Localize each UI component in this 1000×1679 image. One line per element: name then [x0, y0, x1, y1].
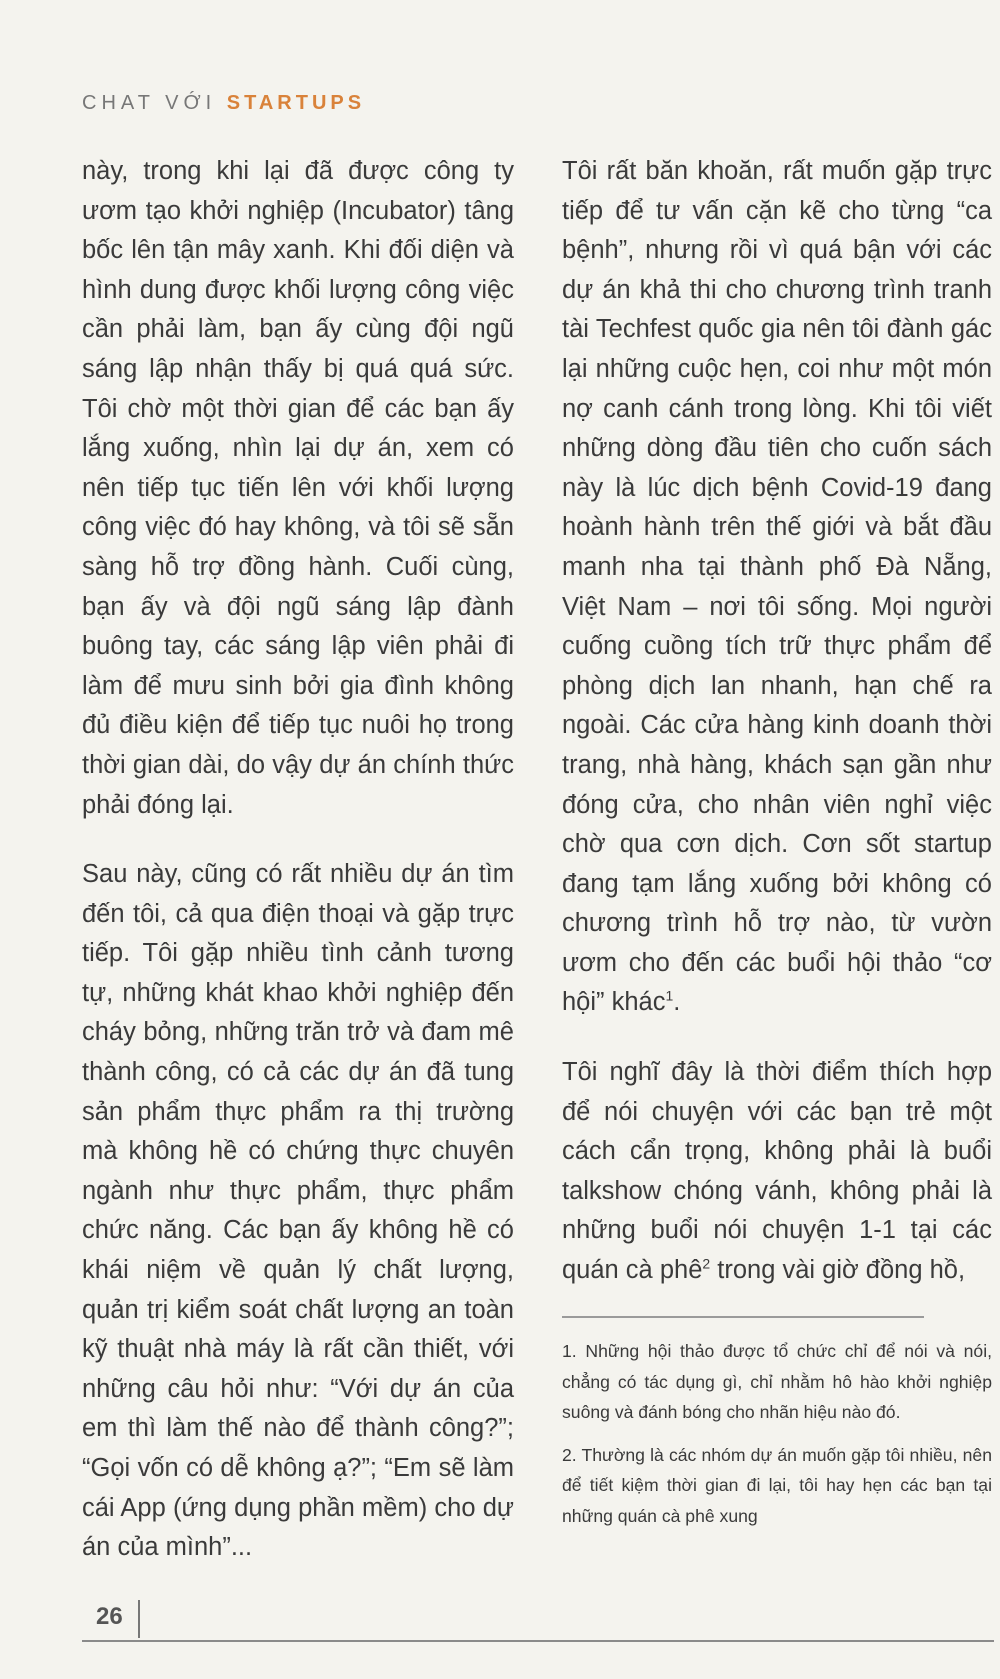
left-paragraph-1: này, trong khi lại đã được công ty ươm tạo khởi nghiệp (Incubator) tâng bốc lên tận mây xanh. Khi đối diện và hình dung được khối lượng công việc cần phải làm, bạn ấy cùng đội ngũ sáng lập nhận thấy bị quá quá sức. Tôi chờ một thời gian để các bạn ấy lắng xuống, nhìn lại dự án, xem có nên tiếp tục tiến lên với khối lượng công việc đó hay không, và tôi sẽ sẵn sàng hỗ trợ đồng hành. Cuối cùng, bạn ấy và đội ngũ sáng lập đành buông tay, các sáng lập viên phải đi làm để mưu sinh bởi gia đình không đủ điều kiện để tiếp tục nuôi họ trong thời gian dài, do vậy dự án chính thức phải đóng lại.: [82, 157, 514, 819]
right-paragraph-2-end: trong vài giờ đồng hồ,: [710, 1256, 966, 1285]
page-number: 26: [96, 1603, 123, 1630]
footnote-2: 2. Thường là các nhóm dự án muốn gặp tôi nhiều, nên để tiết kiệm thời gian đi lại, tôi hay hẹn các bạn tại những quán cà phê xung: [562, 1444, 992, 1526]
running-header: [82, 92, 365, 115]
right-column: [562, 152, 992, 1321]
footnote-divider: [562, 1316, 924, 1318]
right-paragraph-2-text: Tôi nghĩ đây là thời điểm thích hợp để nói chuyện với các bạn trẻ một cách cẩn trọng, không phải là buổi talkshow chóng vánh, không phải là những buổi nói chuyện 1-1 tại các quán cà phê: [562, 1058, 992, 1285]
right-paragraph-1-end: .: [673, 988, 681, 1017]
page-number-bar: [138, 1600, 140, 1638]
footnote-ref-2: 2: [702, 1255, 711, 1272]
header-brand: STARTUPS: [226, 92, 366, 114]
left-column: [82, 152, 514, 1598]
footer-divider: [82, 1640, 994, 1642]
right-paragraph-1-text: Tôi rất băn khoăn, rất muốn gặp trực tiếp để tư vấn cặn kẽ cho từng “ca bệnh”, nhưng rồi vì quá bận với các dự án khả thi cho chương trình tranh tài Techfest quốc gia nên tôi đành gác lại những cuộc hẹn, coi như một món nợ canh cánh trong lòng. Khi tôi viết những dòng đầu tiên cho cuốn sách này là lúc dịch bệnh Covid-19 đang hoành hành trên thế giới và bắt đầu manh nha tại thành phố Đà Nẵng, Việt Nam – nơi tôi sống. Mọi người cuống cuồng tích trữ thực phẩm để phòng dịch lan nhanh, hạn chế ra ngoài. Các cửa hàng kinh doanh thời trang, nhà hàng, khách sạn gần như đóng cửa, cho nhân viên nghỉ việc chờ qua cơn dịch. Cơn sốt startup đang tạm lắng xuống bởi không có chương trình hỗ trợ nào, từ vườn ươm cho đến các buổi hội thảo “cơ hội” khác: [562, 157, 992, 1017]
right-paragraph-2: [562, 1053, 992, 1291]
header-prefix: CHAT VỚI: [82, 92, 217, 114]
footnote-1: 1. Những hội thảo được tổ chức chỉ để nói và nói, chẳng có tác dụng gì, chỉ nhằm hô hào khởi nghiệp suông và đánh bóng cho nhãn hiệu nào đó.: [562, 1341, 992, 1422]
left-paragraph-2: Sau này, cũng có rất nhiều dự án tìm đến tôi, cả qua điện thoại và gặp trực tiếp. Tôi gặp nhiều tình cảnh tương tự, những khát khao khởi nghiệp đến cháy bỏng, những trăn trở và đam mê thành công, có cả các dự án đã tung sản phẩm thực phẩm ra thị trường mà không hề có chứng thực chuyên ngành như thực phẩm, thực phẩm chức năng. Các bạn ấy không hề có khái niệm về quản lý chất lượng, quản trị kiểm soát chất lượng an toàn kỹ thuật nhà máy là rất cần thiết, với những câu hỏi như: “Với dự án của em thì làm thế nào để thành công?”; “Gọi vốn có dễ không ạ?”; “Em sẽ làm cái App (ứng dụng phần mềm) cho dự án của mình”...: [82, 860, 514, 1562]
footnote-ref-1: 1: [665, 987, 674, 1004]
footnotes: [562, 1336, 992, 1543]
right-paragraph-1: [562, 152, 992, 1023]
